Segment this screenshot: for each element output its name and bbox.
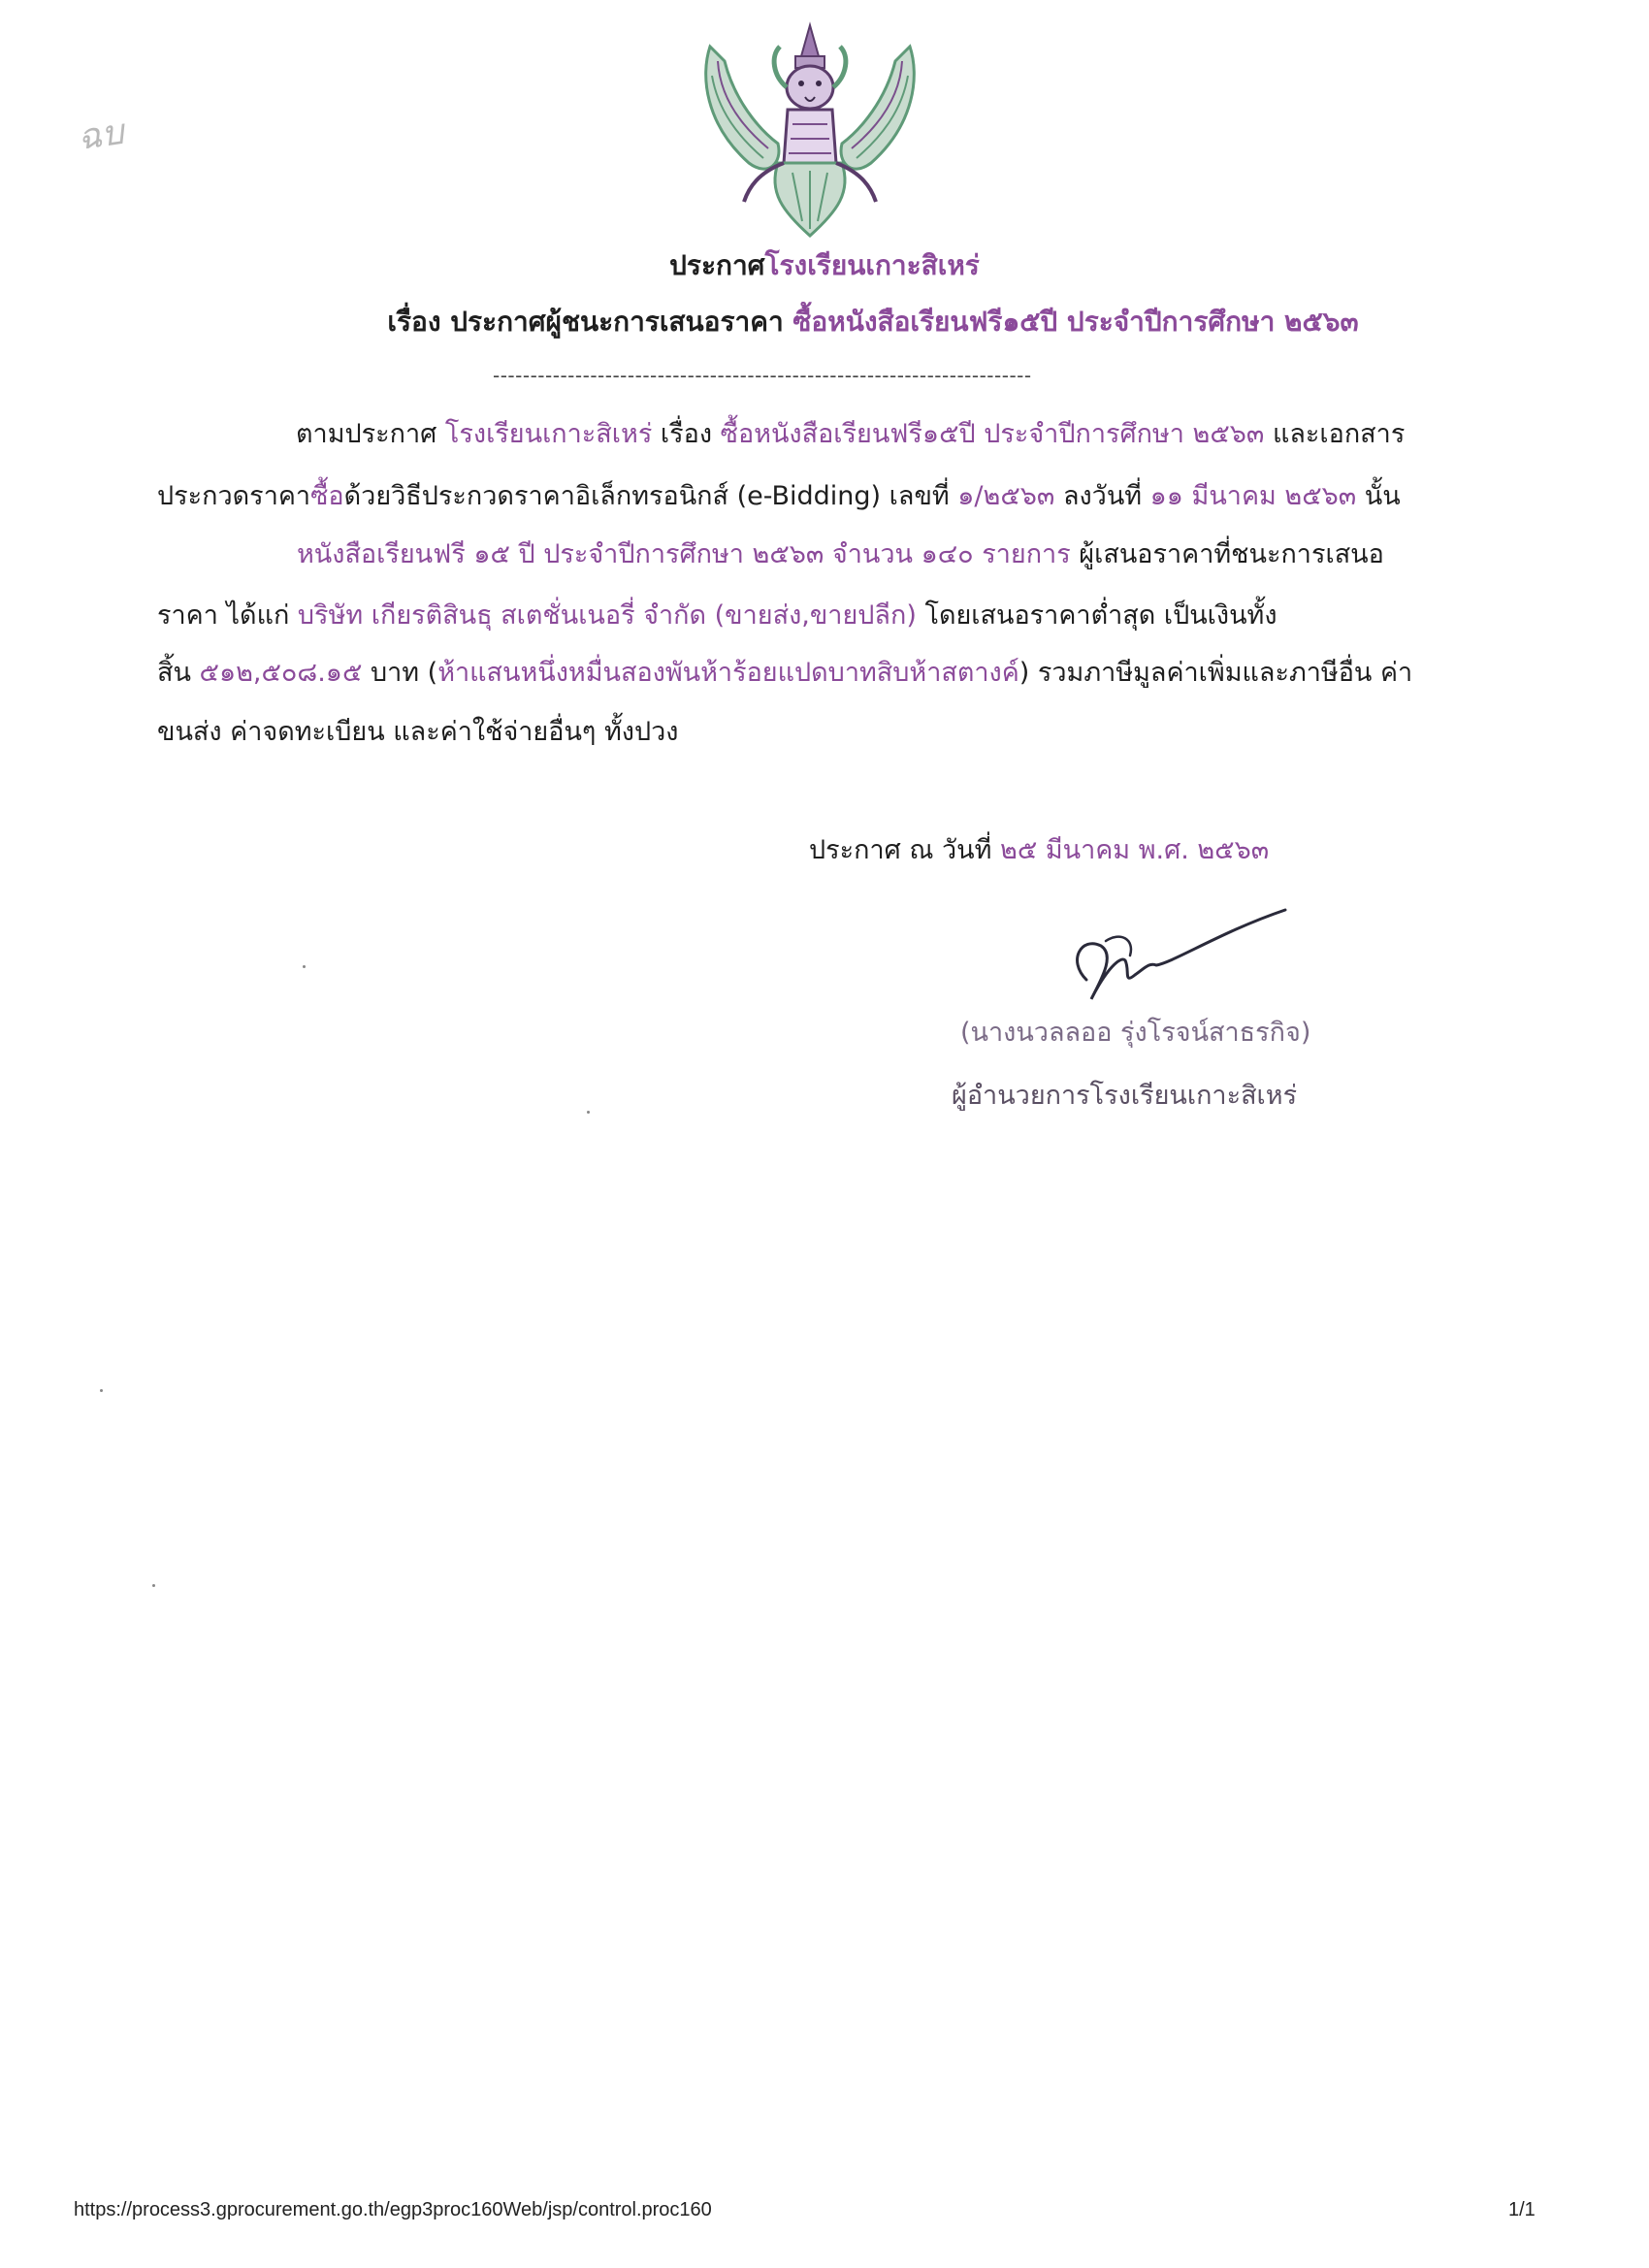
title-school: โรงเรียนเกาะสิเหร่: [764, 249, 980, 281]
divider-line: ------------------------------------------------------------------------: [493, 364, 1032, 387]
body-line-1: [296, 417, 1405, 452]
announcement-subject: [48, 301, 1649, 343]
footer-url: https://process3.gprocurement.go.th/egp3proc160Web/jsp/control.proc160: [74, 2199, 712, 2220]
announcement-date: [809, 833, 1269, 868]
text: และเอกสาร: [1264, 419, 1406, 449]
footer-page-number: 1/1: [1508, 2199, 1536, 2220]
text: ประกวดราคา: [157, 481, 311, 511]
body-line-5: [157, 656, 1412, 691]
procurement-type: ซื้อ: [310, 481, 344, 511]
scan-speck: [587, 1111, 590, 1114]
text: ด้วยวิธีประกวดราคาอิเล็กทรอนิกส์ (e-Bidding) เลขที่: [343, 481, 958, 511]
text: ตามประกาศ: [296, 419, 445, 449]
text: นั้น: [1356, 481, 1401, 511]
garuda-emblem-icon: [691, 17, 929, 243]
signature-icon: [1048, 902, 1300, 1028]
subject-prefix: เรื่อง ประกาศผู้ชนะการเสนอราคา: [387, 306, 793, 338]
text: โดยเสนอราคาต่ำสุด เป็นเงินทั้ง: [916, 600, 1277, 631]
body-line-6: ขนส่ง ค่าจดทะเบียน และค่าใช้จ่ายอื่นๆ ทั้งปวง: [157, 717, 679, 747]
document-number: ๑/๒๕๖๓: [957, 481, 1055, 511]
body-line-2: [157, 479, 1401, 514]
item-description: หนังสือเรียนฟรี ๑๕ ปี ประจำปีการศึกษา ๒๕๖๓ จำนวน ๑๔๐ รายการ: [297, 539, 1071, 569]
text: เรื่อง: [652, 419, 721, 449]
winner-name: บริษัท เกียรติสินธุ สเตชั่นเนอรี่ จำกัด (ขายส่ง,ขายปลีก): [297, 600, 917, 631]
title-prefix: ประกาศ: [669, 249, 765, 281]
text: บาท (: [362, 658, 438, 688]
scan-speck: [100, 1389, 103, 1392]
school-name: โรงเรียนเกาะสิเหร่: [444, 419, 653, 449]
document-date: ๑๑ มีนาคม ๒๕๖๓: [1149, 481, 1357, 511]
date-value: ๒๕ มีนาคม พ.ศ. ๒๕๖๓: [1000, 835, 1270, 865]
subject-item: ซื้อหนังสือเรียนฟรี๑๕ปี ประจำปีการศึกษา ๒๕๖๓: [792, 306, 1359, 338]
scan-speck: [152, 1584, 155, 1587]
bid-amount-words: ห้าแสนหนึ่งหมื่นสองพันห้าร้อยแปดบาทสิบห้าสตางค์: [437, 658, 1019, 688]
body-line-3: [297, 537, 1384, 572]
text: สิ้น: [157, 658, 200, 688]
text: ผู้เสนอราคาที่ชนะการเสนอ: [1070, 539, 1384, 569]
body-line-4: [157, 599, 1277, 633]
scan-speck: [303, 965, 306, 968]
handwritten-note: ฉบ: [75, 112, 127, 159]
date-prefix: ประกาศ ณ วันที่: [809, 835, 1001, 865]
announcement-title: [0, 244, 1649, 287]
signer-position: ผู้อำนวยการโรงเรียนเกาะสิเหร่: [952, 1081, 1298, 1111]
signer-name: (นางนวลลออ รุ่งโรจน์สาธรกิจ): [960, 1018, 1311, 1048]
text: ลงวันที่: [1054, 481, 1150, 511]
text: ราคา ได้แก่: [157, 600, 298, 631]
project-name: ซื้อหนังสือเรียนฟรี๑๕ปี ประจำปีการศึกษา ๒๕๖๓: [720, 419, 1265, 449]
bid-amount: ๕๑๒,๕๐๘.๑๕: [199, 658, 363, 688]
text: ) รวมภาษีมูลค่าเพิ่มและภาษีอื่น ค่า: [1018, 658, 1413, 688]
